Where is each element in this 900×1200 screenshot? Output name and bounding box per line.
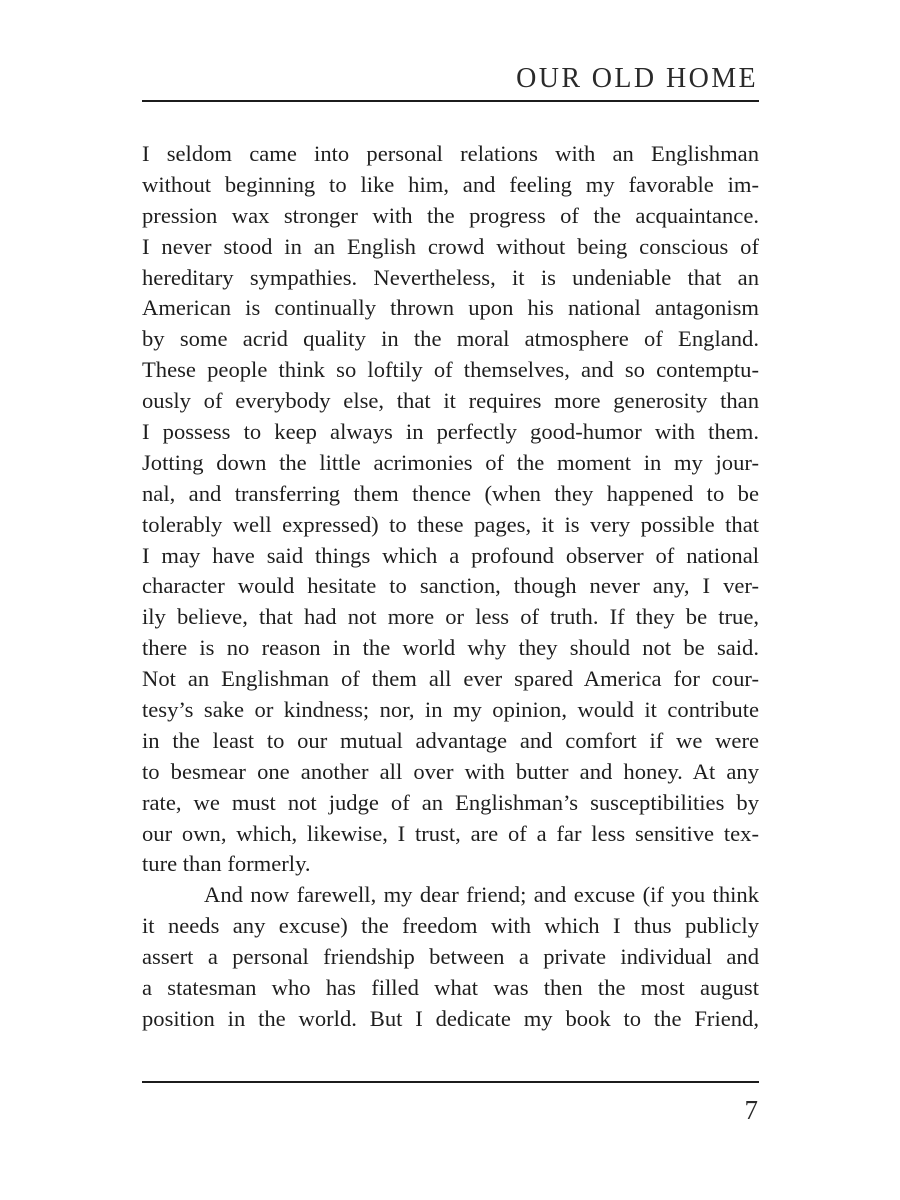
text-line: our own, which, likewise, I trust, are of a far less sensitive tex- [142, 820, 759, 846]
text-line: assert a personal friendship between a private individual and [142, 944, 759, 970]
text-line: I seldom came into personal relations with an Englishman [142, 141, 759, 166]
text-line: tolerably well expressed) to these pages, it is very possible that [142, 511, 759, 537]
body-text [142, 139, 759, 1035]
text-line: Jotting down the little acrimonies of the moment in my jour- [142, 449, 759, 475]
text-line: a statesman who has filled what was then the most august [142, 975, 759, 1001]
text-line: nal, and transferring them thence (when they happened to be [142, 480, 759, 506]
text-line: without beginning to like him, and feeling my favorable im- [142, 171, 759, 197]
text-line: it needs any excuse) the freedom with which I thus publicly [142, 913, 759, 939]
text-line: pression wax stronger with the progress of the acquaintance. [142, 202, 759, 228]
text-line: American is continually thrown upon his national antagonism [142, 295, 759, 321]
text-line: I possess to keep always in perfectly good-humor with them. [142, 419, 759, 445]
text-line: Not an Englishman of them all ever spared America for cour- [142, 666, 759, 692]
text-line: rate, we must not judge of an Englishman’s susceptibilities by [142, 789, 759, 815]
text-line: position in the world. But I dedicate my book to the Friend, [142, 1005, 759, 1031]
footer-rule [142, 1081, 759, 1083]
text-line: I may have said things which a profound observer of national [142, 542, 759, 568]
running-head: OUR OLD HOME [516, 63, 758, 94]
text-line: by some acrid quality in the moral atmosphere of England. [142, 326, 759, 352]
paragraph-2 [142, 880, 759, 1034]
text-line: character would hesitate to sanction, though never any, I ver- [142, 573, 759, 599]
text-line: there is no reason in the world why they should not be said. [142, 635, 759, 661]
header-rule [142, 100, 759, 102]
text-line: ily believe, that had not more or less of truth. If they be true, [142, 604, 759, 630]
text-line: tesy’s sake or kindness; nor, in my opinion, would it contribute [142, 697, 759, 723]
paragraph-1 [142, 139, 759, 880]
text-line: in the least to our mutual advantage and comfort if we were [142, 727, 759, 753]
text-line: ture than formerly. [142, 851, 311, 877]
text-line: And now farewell, my dear friend; and excuse (if you think [204, 882, 759, 908]
text-line: ously of everybody else, that it requires more generosity than [142, 388, 759, 414]
text-line: These people think so loftily of themselves, and so contemptu- [142, 357, 759, 383]
page-number: 7 [744, 1095, 758, 1125]
text-line: I never stood in an English crowd without being conscious of [142, 233, 759, 259]
text-line: to besmear one another all over with butter and honey. At any [142, 758, 759, 784]
text-line: hereditary sympathies. Nevertheless, it is undeniable that an [142, 264, 759, 290]
